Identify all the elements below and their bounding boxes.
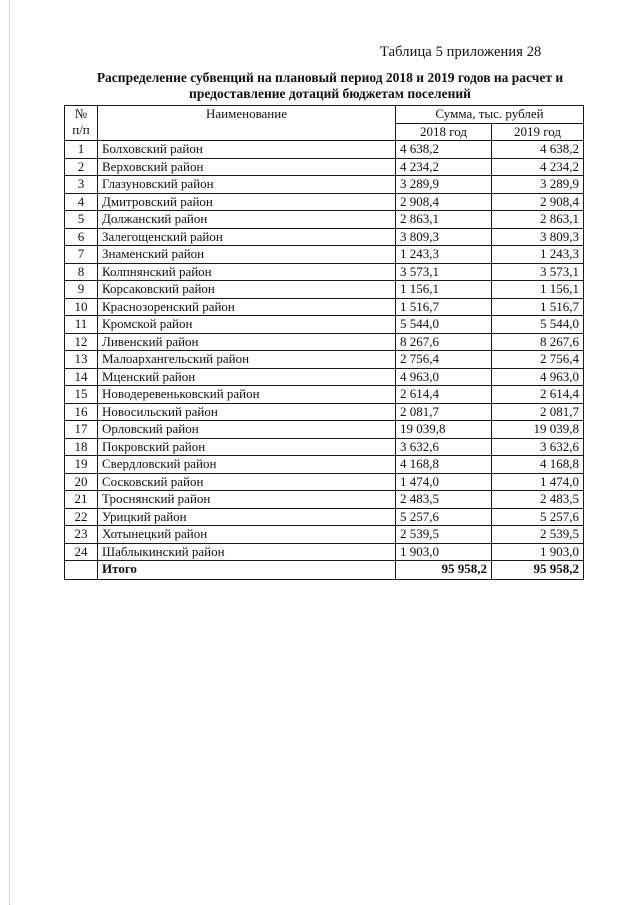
- value-2019: 4 638,2: [492, 141, 584, 159]
- appendix-reference: Таблица 5 приложения 28: [380, 44, 542, 60]
- value-2018: 1 243,3: [396, 246, 492, 264]
- value-2019: 2 908,4: [492, 193, 584, 211]
- subsidy-table: [64, 105, 584, 580]
- district-name: Хотынецкий район: [98, 526, 396, 544]
- value-2019: 5 257,6: [492, 508, 584, 526]
- value-2018: 4 234,2: [396, 158, 492, 176]
- table-row: [65, 526, 584, 544]
- table-row: [65, 491, 584, 509]
- district-name: Болховский район: [98, 141, 396, 159]
- row-number: 13: [65, 351, 98, 369]
- table-row: [65, 263, 584, 281]
- value-2018: 2 756,4: [396, 351, 492, 369]
- value-2018: 2 539,5: [396, 526, 492, 544]
- table-row: [65, 316, 584, 334]
- district-name: Должанский район: [98, 211, 396, 229]
- value-2019: 8 267,6: [492, 333, 584, 351]
- row-number: 14: [65, 368, 98, 386]
- value-2019: 2 756,4: [492, 351, 584, 369]
- value-2018: 2 863,1: [396, 211, 492, 229]
- row-number: 20: [65, 473, 98, 491]
- total-2018: 95 958,2: [396, 561, 492, 580]
- table-row: [65, 351, 584, 369]
- value-2019: 3 289,9: [492, 176, 584, 194]
- value-2019: 1 156,1: [492, 281, 584, 299]
- value-2019: 5 544,0: [492, 316, 584, 334]
- document-title: [60, 70, 600, 102]
- value-2018: 4 963,0: [396, 368, 492, 386]
- scan-edge-line: [9, 0, 11, 905]
- row-number: 11: [65, 316, 98, 334]
- row-number: 3: [65, 176, 98, 194]
- row-number: 18: [65, 438, 98, 456]
- value-2019: 1 516,7: [492, 298, 584, 316]
- district-name: Сосковский район: [98, 473, 396, 491]
- table-row: [65, 281, 584, 299]
- table-row: [65, 333, 584, 351]
- value-2018: 2 081,7: [396, 403, 492, 421]
- row-number: 8: [65, 263, 98, 281]
- value-2019: 2 081,7: [492, 403, 584, 421]
- row-number: 19: [65, 456, 98, 474]
- district-name: Колпнянский район: [98, 263, 396, 281]
- table-row: [65, 246, 584, 264]
- table-row: [65, 298, 584, 316]
- value-2018: 1 903,0: [396, 543, 492, 561]
- row-number: 17: [65, 421, 98, 439]
- value-2019: 1 243,3: [492, 246, 584, 264]
- value-2018: 5 257,6: [396, 508, 492, 526]
- row-number: 15: [65, 386, 98, 404]
- value-2018: 8 267,6: [396, 333, 492, 351]
- total-label: Итого: [98, 561, 396, 580]
- district-name: Троснянский район: [98, 491, 396, 509]
- value-2018: 2 483,5: [396, 491, 492, 509]
- total-2019: 95 958,2: [492, 561, 584, 580]
- value-2019: 4 234,2: [492, 158, 584, 176]
- value-2018: 2 614,4: [396, 386, 492, 404]
- row-number: 4: [65, 193, 98, 211]
- district-name: Мценский район: [98, 368, 396, 386]
- district-name: Кромской район: [98, 316, 396, 334]
- total-row: [65, 561, 584, 580]
- table-row: [65, 193, 584, 211]
- value-2018: 1 156,1: [396, 281, 492, 299]
- value-2018: 3 809,3: [396, 228, 492, 246]
- row-number: 24: [65, 543, 98, 561]
- row-number: 23: [65, 526, 98, 544]
- value-2018: 5 544,0: [396, 316, 492, 334]
- value-2018: 19 039,8: [396, 421, 492, 439]
- district-name: Свердловский район: [98, 456, 396, 474]
- table-row: [65, 438, 584, 456]
- row-number: 12: [65, 333, 98, 351]
- district-name: Орловский район: [98, 421, 396, 439]
- header-name: Наименование: [98, 106, 396, 141]
- value-2018: 1 516,7: [396, 298, 492, 316]
- header-number-abbr: п/п: [72, 122, 90, 137]
- value-2019: 1 474,0: [492, 473, 584, 491]
- table-row: [65, 228, 584, 246]
- district-name: Залегощенский район: [98, 228, 396, 246]
- row-number: 2: [65, 158, 98, 176]
- district-name: Верховский район: [98, 158, 396, 176]
- table-row: [65, 421, 584, 439]
- value-2018: 3 632,6: [396, 438, 492, 456]
- district-name: Малоархангельский район: [98, 351, 396, 369]
- row-number: 6: [65, 228, 98, 246]
- table-row: [65, 158, 584, 176]
- district-name: Новодеревеньковский район: [98, 386, 396, 404]
- table-row: [65, 543, 584, 561]
- district-name: Новосильский район: [98, 403, 396, 421]
- row-number: 1: [65, 141, 98, 159]
- value-2019: 19 039,8: [492, 421, 584, 439]
- value-2018: 4 168,8: [396, 456, 492, 474]
- district-name: Краснозоренский район: [98, 298, 396, 316]
- value-2018: 3 289,9: [396, 176, 492, 194]
- value-2019: 3 809,3: [492, 228, 584, 246]
- district-name: Шаблыкинский район: [98, 543, 396, 561]
- value-2019: 3 632,6: [492, 438, 584, 456]
- row-number: 21: [65, 491, 98, 509]
- row-number: 9: [65, 281, 98, 299]
- value-2019: 4 168,8: [492, 456, 584, 474]
- header-year-2019: 2019 год: [492, 123, 584, 141]
- district-name: Урицкий район: [98, 508, 396, 526]
- document-title-line2: предоставление дотаций бюджетам поселений: [189, 86, 471, 101]
- header-sum: Сумма, тыс. рублей: [396, 106, 584, 124]
- table-row: [65, 456, 584, 474]
- district-name: Корсаковский район: [98, 281, 396, 299]
- value-2019: 4 963,0: [492, 368, 584, 386]
- table-row: [65, 386, 584, 404]
- district-name: Глазуновский район: [98, 176, 396, 194]
- value-2019: 2 539,5: [492, 526, 584, 544]
- document-title-line1: Распределение субвенций на плановый период 2018 и 2019 годов на расчет и: [96, 70, 564, 85]
- row-number: 10: [65, 298, 98, 316]
- total-number-cell: [65, 561, 98, 580]
- district-name: Покровский район: [98, 438, 396, 456]
- table-row: [65, 211, 584, 229]
- value-2019: 2 863,1: [492, 211, 584, 229]
- value-2019: 1 903,0: [492, 543, 584, 561]
- header-number-symbol: №: [74, 106, 88, 121]
- value-2018: 1 474,0: [396, 473, 492, 491]
- value-2019: 2 483,5: [492, 491, 584, 509]
- table-row: [65, 508, 584, 526]
- value-2019: 2 614,4: [492, 386, 584, 404]
- district-name: Знаменский район: [98, 246, 396, 264]
- district-name: Дмитровский район: [98, 193, 396, 211]
- row-number: 5: [65, 211, 98, 229]
- table-row: [65, 473, 584, 491]
- district-name: Ливенский район: [98, 333, 396, 351]
- table-row: [65, 403, 584, 421]
- value-2018: 3 573,1: [396, 263, 492, 281]
- row-number: 7: [65, 246, 98, 264]
- table-row: [65, 368, 584, 386]
- row-number: 22: [65, 508, 98, 526]
- table-body: [65, 141, 584, 561]
- row-number: 16: [65, 403, 98, 421]
- value-2019: 3 573,1: [492, 263, 584, 281]
- value-2018: 4 638,2: [396, 141, 492, 159]
- header-number: [65, 106, 98, 141]
- table-row: [65, 141, 584, 159]
- value-2018: 2 908,4: [396, 193, 492, 211]
- table-row: [65, 176, 584, 194]
- header-year-2018: 2018 год: [396, 123, 492, 141]
